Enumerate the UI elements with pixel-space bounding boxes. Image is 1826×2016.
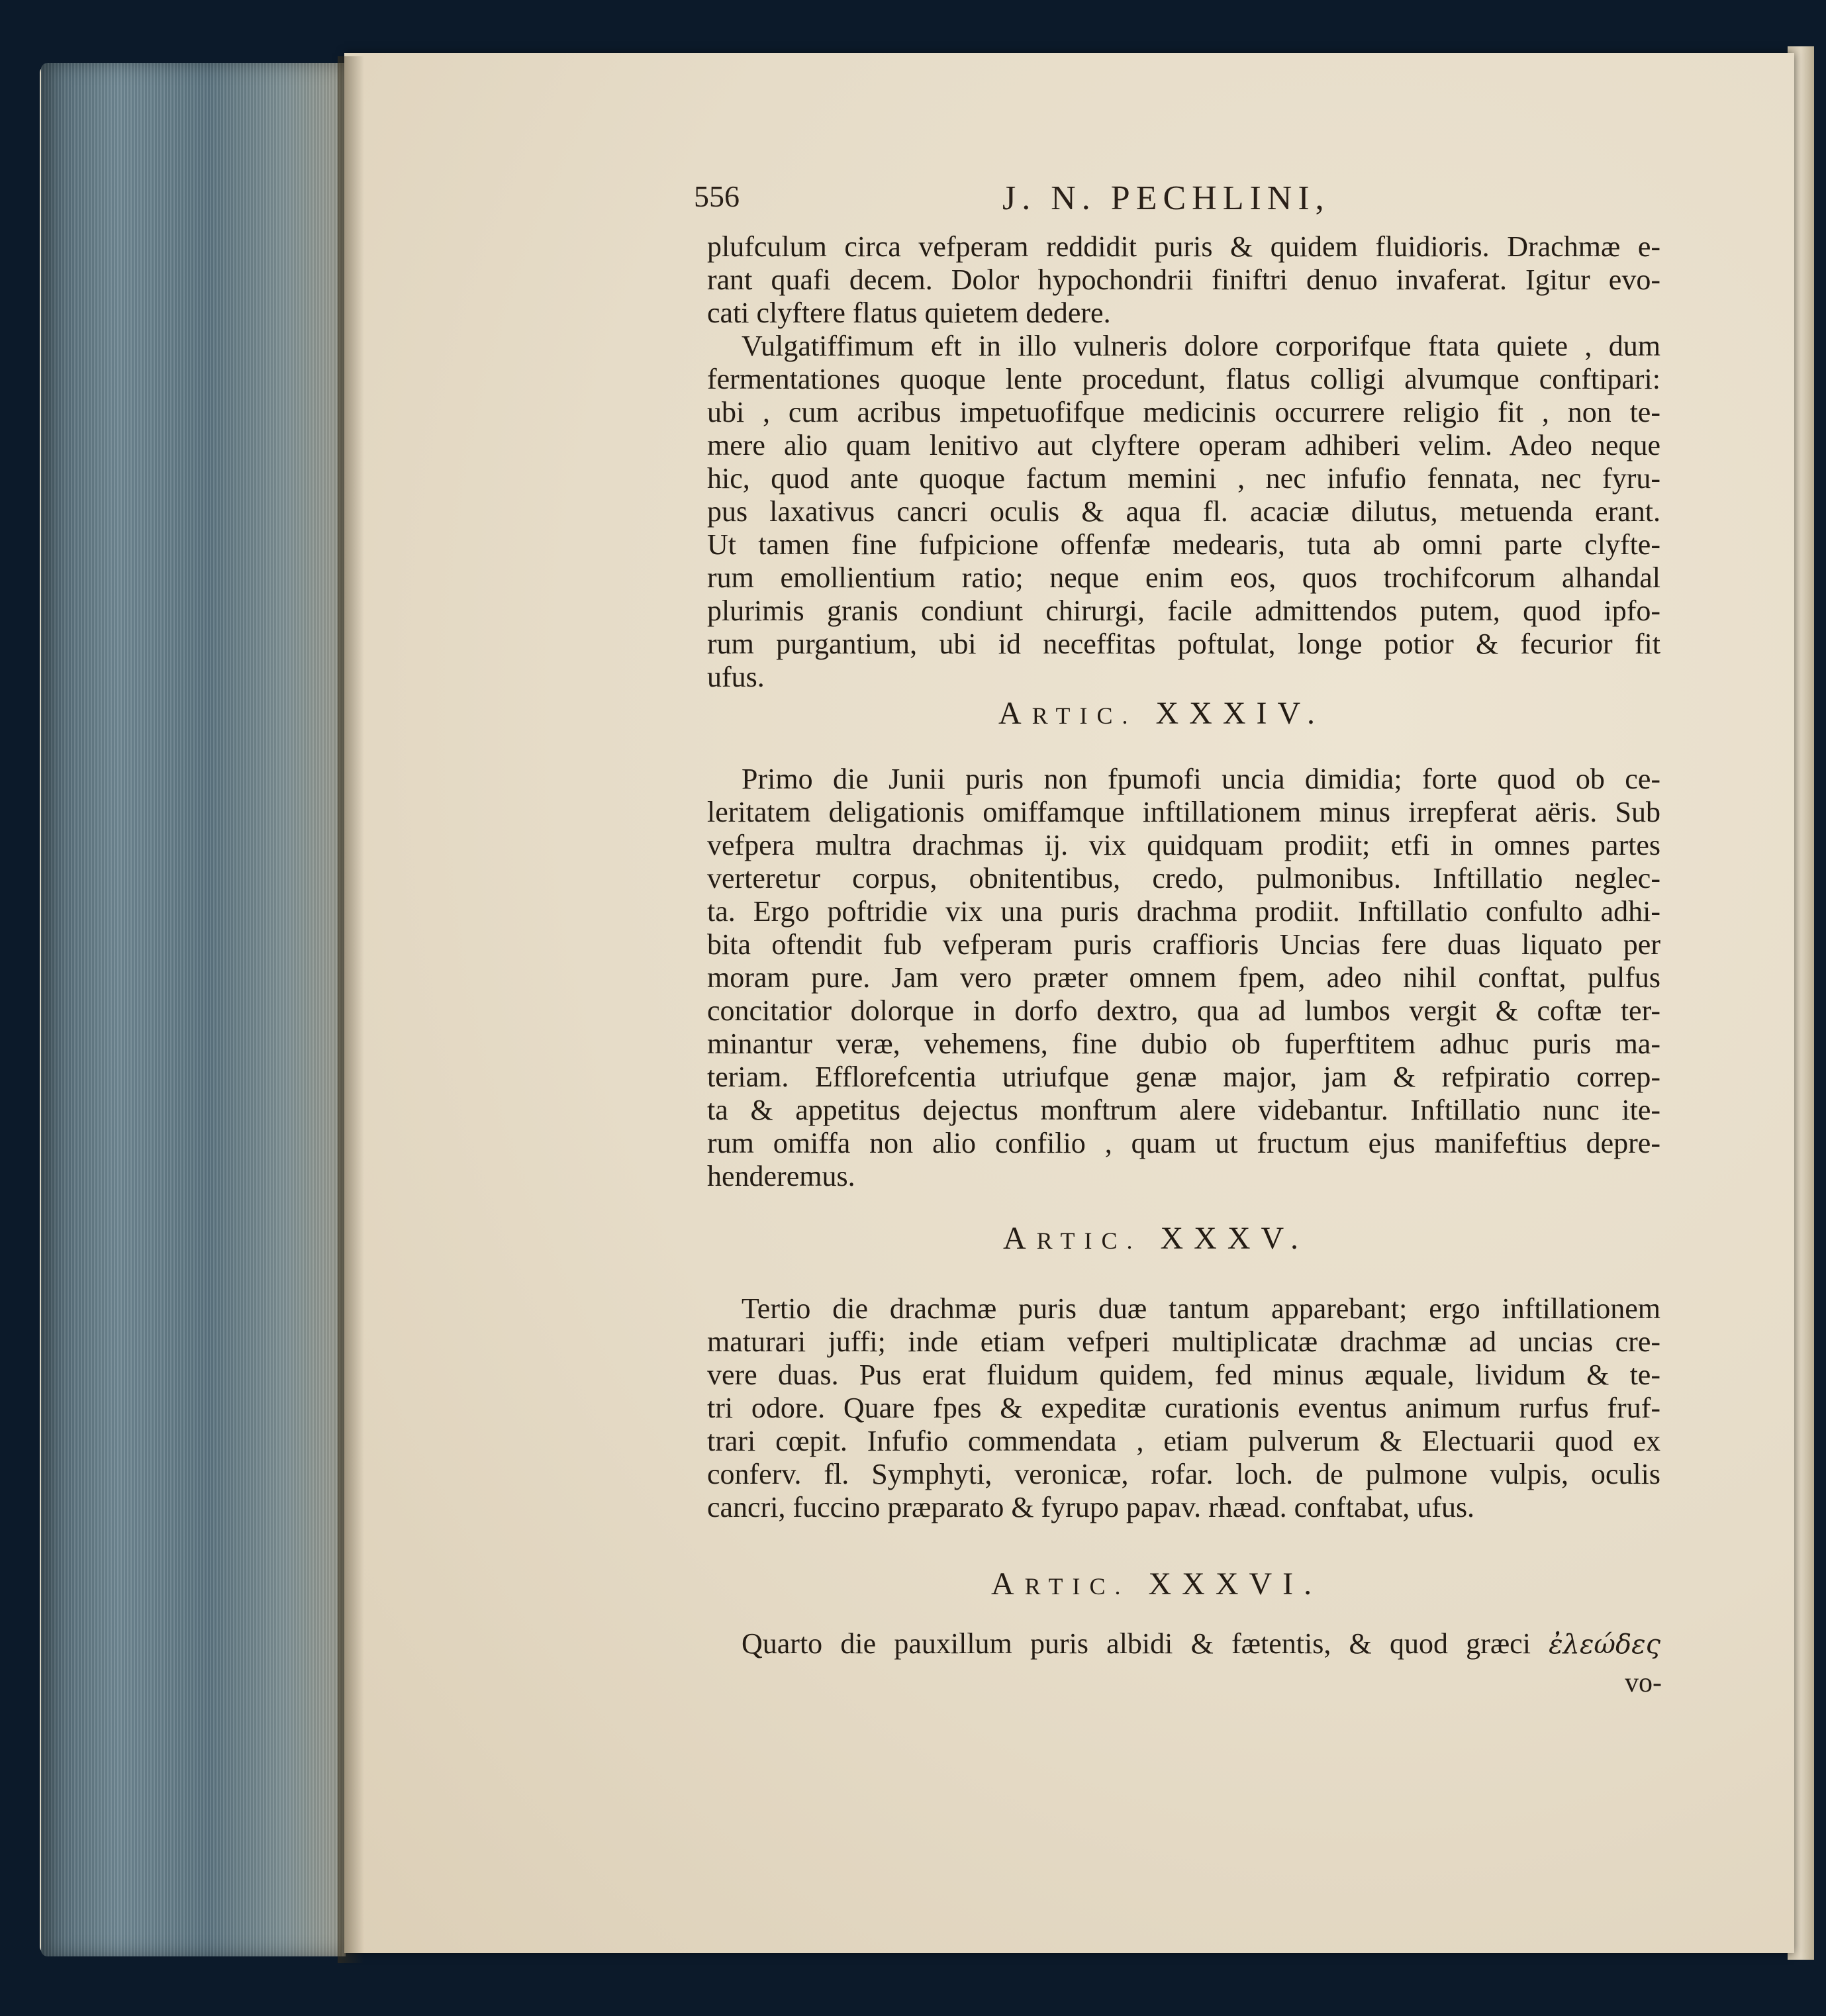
text-line: pus laxativus cancri oculis & aqua fl. acaciæ dilutus, metuenda erant.: [707, 495, 1660, 528]
text-line: rum purgantium, ubi id neceffitas poftulat, longe potior & fecurior fit: [707, 628, 1660, 660]
page-number: 556: [694, 179, 740, 213]
text-line: rum omiffa non alio confilio , quam ut fructum ejus manifeftius depre-: [707, 1127, 1660, 1159]
text-line: mere alio quam lenitivo aut clyftere operam adhiberi velim. Adeo neque: [707, 429, 1660, 461]
text-line: fermentationes quoque lente procedunt, flatus colligi alvumque conftipari:: [707, 363, 1660, 395]
gutter-shadow: [338, 56, 364, 1963]
text-line: hic, quod ante quoque factum memini , nec infufio fennata, nec fyru-: [707, 462, 1660, 495]
text-line: Primo die Junii puris non fpumofi uncia dimidia; forte quod ob ce-: [742, 763, 1660, 795]
page-stack-fore-edge: [41, 63, 346, 1956]
catchword: vo-: [1625, 1668, 1662, 1698]
text-line: vefpera multra drachmas ij. vix quidquam prodiit; etfi in omnes partes: [707, 829, 1660, 861]
text-line: cancri, fuccino præparato & fyrupo papav. rhæad. conftabat, ufus.: [707, 1491, 1475, 1523]
text-line: rum emollientium ratio; neque enim eos, quos trochifcorum alhandal: [707, 561, 1660, 594]
text-line: teriam. Efflorefcentia utriufque genæ major, jam & refpiratio correp-: [707, 1061, 1660, 1093]
text-line: concitatior dolorque in dorfo dextro, qua ad lumbos vergit & coftæ ter-: [707, 994, 1660, 1027]
text-line: minantur veræ, vehemens, fine dubio ob fuperftitem adhuc puris ma-: [707, 1028, 1660, 1060]
text-line: cati clyftere flatus quietem dedere.: [707, 297, 1111, 329]
text-line: vere duas. Pus erat fluidum quidem, fed minus æquale, lividum & te-: [707, 1359, 1660, 1391]
article-heading-36: ARTIC. XXXVI.: [991, 1566, 1323, 1602]
greek-word: ἐλεώδες: [1549, 1629, 1660, 1660]
article-heading-35: ARTIC. XXXV.: [1003, 1221, 1309, 1256]
running-title: J. N. PECHLINI,: [1002, 179, 1330, 217]
text-line: [707, 1627, 1660, 1661]
text-line: maturari juffi; inde etiam vefperi multiplicatæ drachmæ ad uncias cre-: [707, 1325, 1660, 1358]
text-line: rant quafi decem. Dolor hypochondrii finiftri denuo invaferat. Igitur evo-: [707, 264, 1660, 296]
text-line: verteretur corpus, obnitentibus, credo, pulmonibus. Inftillatio neglec-: [707, 862, 1660, 894]
text-line: ta. Ergo poftridie vix una puris drachma prodiit. Inftillatio confulto adhi-: [707, 895, 1660, 928]
text-line: plurimis granis condiunt chirurgi, facile admittendos putem, quod ipfo-: [707, 595, 1660, 627]
text-line: bita oftendit fub vefperam puris craffioris Uncias fere duas liquato per: [707, 928, 1660, 961]
article-heading-34: ARTIC. XXXIV.: [998, 696, 1325, 731]
text-line: Tertio die drachmæ puris duæ tantum apparebant; ergo inftillationem: [742, 1292, 1660, 1325]
text-line: Vulgatiffimum eft in illo vulneris dolore corporifque ftata quiete , dum: [742, 330, 1660, 362]
text-line: conferv. fl. Symphyti, veronicæ, rofar. loch. de pulmone vulpis, oculis: [707, 1458, 1660, 1490]
text-line: ta & appetitus dejectus monftrum alere videbantur. Inftillatio nunc ite-: [707, 1094, 1660, 1126]
text-line: trari cœpit. Infufio commendata , etiam pulverum & Electuarii quod ex: [707, 1425, 1660, 1457]
text-line: tri odore. Quare fpes & expeditæ curationis eventus animum rurfus fruf-: [707, 1392, 1660, 1424]
text-line: leritatem deligationis omiffamque inftillationem minus irrepferat aëris. Sub: [707, 796, 1660, 828]
text-line: Ut tamen fine fufpicione offenfæ medearis, tuta ab omni parte clyfte-: [707, 528, 1660, 561]
text-line: plufculum circa vefperam reddidit puris & quidem fluidioris. Drachmæ e-: [707, 230, 1660, 263]
text-line: ufus.: [707, 661, 765, 693]
text-line: henderemus.: [707, 1160, 855, 1192]
text-fragment: Quarto die pauxillum puris albidi & fætentis, & quod græci: [742, 1627, 1531, 1660]
text-line: ubi , cum acribus impetuofifque medicinis occurrere religio fit , non te-: [707, 396, 1660, 428]
running-head: [694, 179, 1660, 218]
text-line: moram pure. Jam vero præter omnem fpem, adeo nihil conftat, pulfus: [707, 961, 1660, 994]
